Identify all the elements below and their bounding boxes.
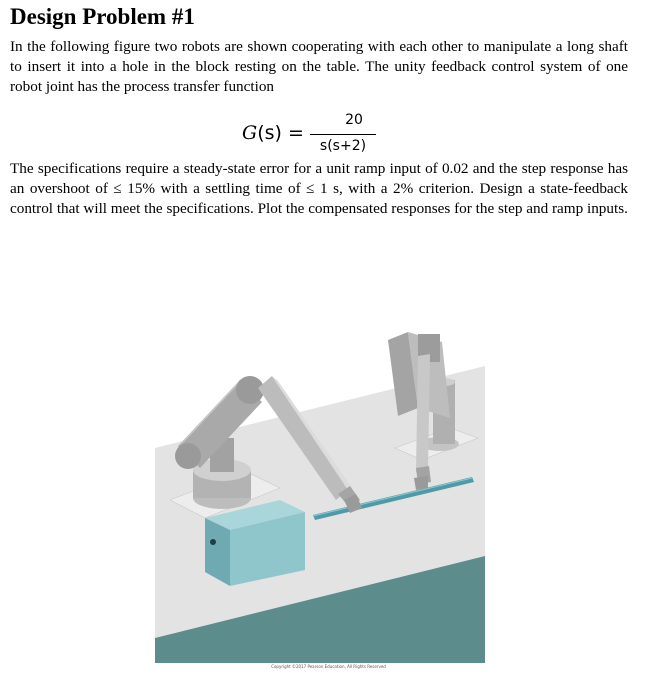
robots-figure: [150, 318, 490, 673]
page-title: Design Problem #1: [10, 4, 195, 29]
block-hole: [210, 539, 216, 545]
equation-lhs: [242, 122, 304, 144]
right-robot-forearm: [416, 354, 430, 472]
equation-numerator: 20: [345, 112, 363, 128]
equation-denominator: s(s+2): [319, 138, 367, 154]
problem-paragraph-2: The specifications require a steady-state error for a unit ramp input of 0.02 and the step response has an overshoot of ≤ 15% with a settling time of ≤ 1 s, with a 2% criterion. Design a state-feedback control that will meet the specifications. Plot the compensated responses for the step and ramp inputs.: [10, 160, 628, 217]
fraction-bar: [310, 134, 376, 135]
figure-copyright: Copyright ©2017 Pearson Education, All Rights Reserved: [271, 664, 386, 669]
problem-paragraph-1: In the following figure two robots are shown cooperating with each other to manipulate a long shaft to insert it into a hole in the block resting on the table. The unity feedback control system of one robot joint has the process transfer function: [10, 38, 628, 95]
equation-lhs-arg: (s) =: [257, 122, 304, 144]
transfer-function-equation: [220, 112, 420, 158]
equation-lhs-func: G: [242, 122, 258, 144]
